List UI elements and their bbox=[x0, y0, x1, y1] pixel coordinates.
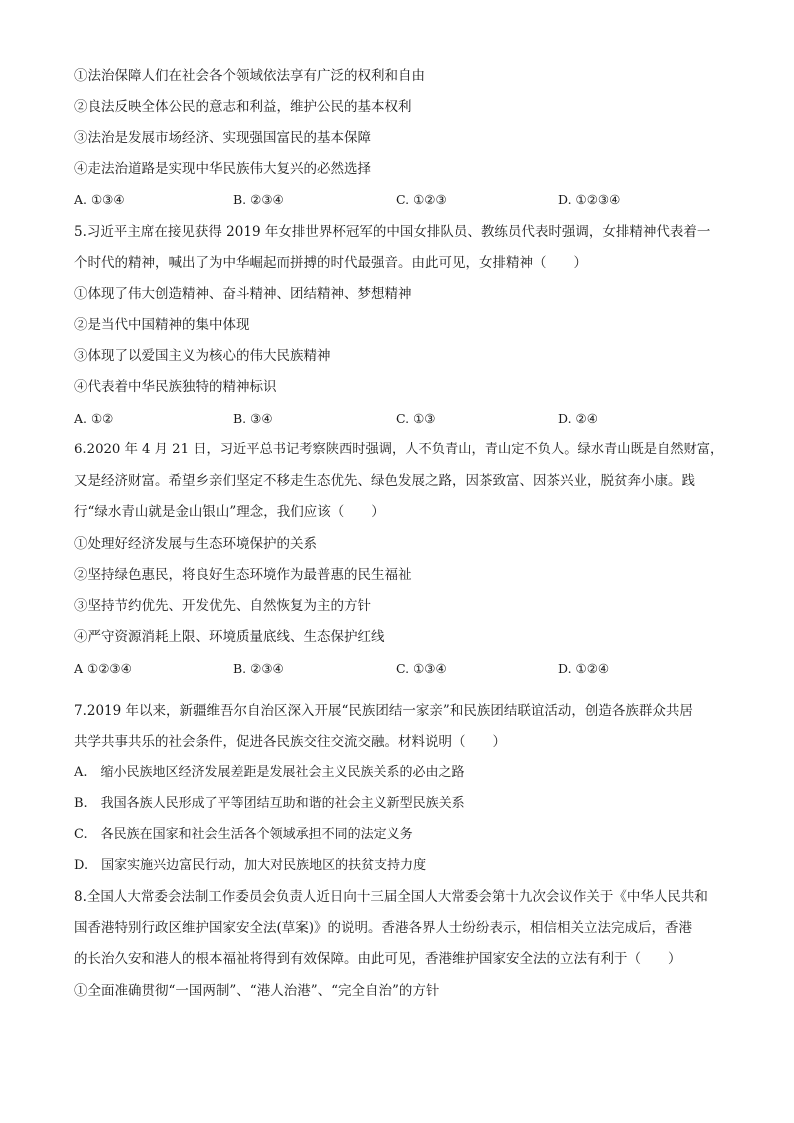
question-5-stem-cont: 个时代的精神，喊出了为中华崛起而拼搏的时代最强音。由此可见，女排精神（ ） bbox=[74, 255, 587, 271]
option-d: D. ①②③④ bbox=[558, 192, 621, 207]
question-8-stem: 8.全国人大常委会法制工作委员会负责人近日向十三届全国人大常委会第十九次会议作关于《中华人民共和 bbox=[74, 889, 708, 905]
statement-1: ①法治保障人们在社会各个领域依法享有广泛的权利和自由 bbox=[74, 68, 425, 84]
question-6-stem: 6.2020 年 4 月 21 日，习近平总书记考察陕西时强调，人不负青山，青山定不负人。绿水青山既是自然财富， bbox=[74, 442, 724, 457]
question-5-stem: 5.习近平主席在接见获得 2019 年女排世界杯冠军的中国女排队员、教练员代表时强调，女排精神代表着一 bbox=[74, 224, 711, 240]
option-a: A. ①③④ bbox=[74, 192, 125, 207]
statement-1: ①处理好经济发展与生态环境保护的关系 bbox=[74, 536, 317, 552]
option-d: D. ①②④ bbox=[558, 661, 610, 676]
statement-1: ①体现了伟大创造精神、奋斗精神、团结精神、梦想精神 bbox=[74, 286, 412, 302]
option-d: D. 国家实施兴边富民行动，加大对民族地区的扶贫支持力度 bbox=[74, 858, 427, 873]
question-7-stem-cont: 共学共事共乐的社会条件，促进各民族交往交流交融。材料说明（ ） bbox=[74, 734, 506, 750]
statement-1: ①全面准确贯彻“一国两制”、“港人治港”、“完全自治”的方针 bbox=[74, 983, 440, 999]
option-b: B. ②③④ bbox=[233, 661, 284, 676]
option-c: C. ①③ bbox=[396, 411, 436, 426]
statement-2: ②坚持绿色惠民，将良好生态环境作为最普惠的民生福祉 bbox=[74, 567, 412, 583]
question-6-stem-cont: 又是经济财富。希望乡亲们坚定不移走生态优先、绿色发展之路，因茶致富、因茶兴业，脱贫奔小康。践 bbox=[74, 473, 695, 489]
option-c: C. 各民族在国家和社会生活各个领域承担不同的法定义务 bbox=[74, 827, 413, 842]
option-c: C. ①②③ bbox=[396, 192, 447, 207]
statement-4: ④走法治道路是实现中华民族伟大复兴的必然选择 bbox=[74, 161, 371, 177]
option-b: B. ③④ bbox=[233, 411, 273, 426]
option-d: D. ②④ bbox=[558, 411, 598, 426]
statement-2: ②良法反映全体公民的意志和利益，维护公民的基本权利 bbox=[74, 99, 412, 115]
option-c: C. ①③④ bbox=[396, 661, 447, 676]
option-a: A. 缩小民族地区经济发展差距是发展社会主义民族关系的必由之路 bbox=[74, 765, 465, 780]
question-8-stem-cont: 国香港特别行政区维护国家安全法(草案)》的说明。香港各界人士纷纷表示，相信相关立法完成后，香港 bbox=[74, 920, 693, 936]
question-7-stem: 7.2019 年以来，新疆维吾尔自治区深入开展“民族团结一家亲”和民族团结联谊活动，创造各族群众共居 bbox=[74, 703, 693, 719]
statement-2: ②是当代中国精神的集中体现 bbox=[74, 317, 250, 333]
statement-4: ④严守资源消耗上限、环境质量底线、生态保护红线 bbox=[74, 629, 385, 645]
statement-3: ③体现了以爱国主义为核心的伟大民族精神 bbox=[74, 348, 331, 364]
option-a: A. ①② bbox=[74, 411, 114, 426]
question-6-stem-cont: 行“绿水青山就是金山银山”理念，我们应该（ ） bbox=[74, 504, 385, 520]
option-a: A ①②③④ bbox=[74, 661, 132, 676]
statement-3: ③法治是发展市场经济、实现强国富民的基本保障 bbox=[74, 130, 371, 146]
statement-3: ③坚持节约优先、开发优先、自然恢复为主的方针 bbox=[74, 598, 371, 614]
question-8-stem-cont: 的长治久安和港人的根本福祉将得到有效保障。由此可见，香港维护国家安全法的立法有利于（ ） bbox=[74, 951, 682, 967]
option-b: B. 我国各族人民形成了平等团结互助和谐的社会主义新型民族关系 bbox=[74, 796, 465, 811]
option-b: B. ②③④ bbox=[233, 192, 284, 207]
statement-4: ④代表着中华民族独特的精神标识 bbox=[74, 379, 277, 395]
